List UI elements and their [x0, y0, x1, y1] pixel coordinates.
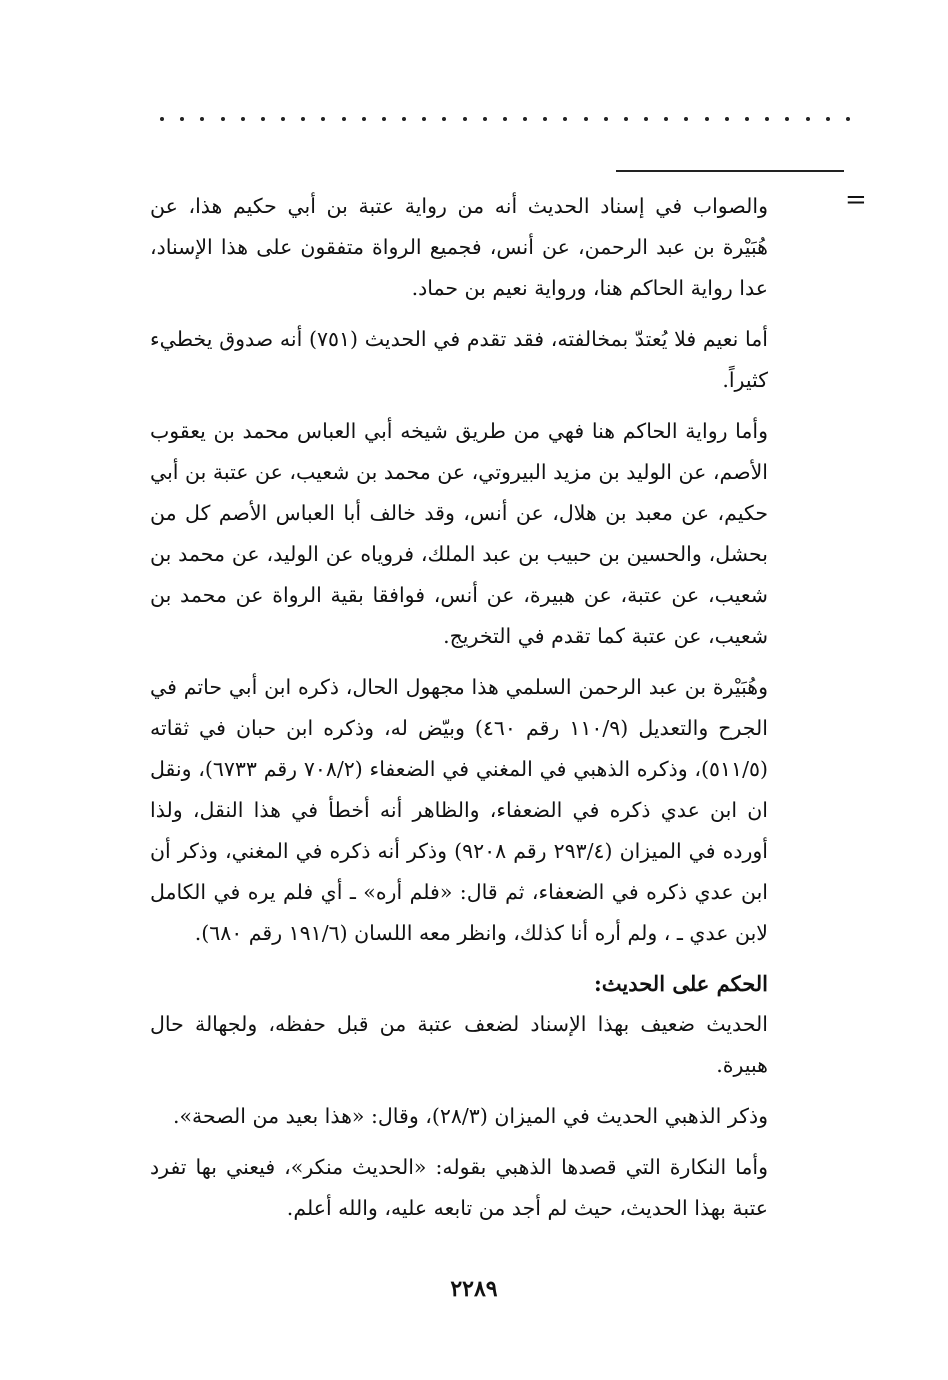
- footnote-separator-rule: [616, 170, 844, 172]
- paragraph-correct-isnad: والصواب في إسناد الحديث أنه من رواية عتبة بن أبي حكيم هذا، عن هُبَيْرة بن عبد الرحمن، عن أنس، فجميع الرواة متفقون على هذا الإسناد، عدا رواية الحاكم هنا، ورواية نعيم بن حماد.: [150, 194, 768, 300]
- paragraph-nakara: وأما النكارة التي قصدها الذهبي بقوله: «الحديث منكر»، فيعني بها تفرد عتبة بهذا الحديث، حيث لم أجد من تابعه عليه، والله أعلم.: [150, 1155, 768, 1220]
- paragraph-dhahabi-mizan: وذكر الذهبي الحديث في الميزان (٢٨/٣)، وقال: «هذا بعيد من الصحة».: [172, 1104, 768, 1128]
- paragraph-verdict: الحديث ضعيف بهذا الإسناد لضعف عتبة من قبل حفظه، ولجهالة حال هبيرة.: [150, 1012, 768, 1077]
- header-dot-leader: [160, 117, 850, 121]
- section-heading-verdict: الحكم على الحديث:: [594, 971, 768, 996]
- continuation-mark: =: [845, 185, 867, 215]
- page-number: ٢٢٨٩: [450, 1276, 498, 1302]
- paragraph-nuaym: أما نعيم فلا يُعتدّ بمخالفته، فقد تقدم في الحديث (٧٥١) أنه صدوق يخطيء كثيراً.: [150, 327, 768, 392]
- footnote-body: [150, 186, 768, 1239]
- paragraph-hakim-narration: وأما رواية الحاكم هنا فهي من طريق شيخه أبي العباس محمد بن يعقوب الأصم، عن الوليد بن مزيد البيروتي، عن محمد بن شعيب، عن عتبة بن أبي حكيم، عن معبد بن هلال، عن أنس، وقد خالف أبا العباس الأصم كل من بحشل، والحسين بن حبيب بن عبد الملك، فروياه عن الوليد، عن محمد بن شعيب، عن عتبة، عن هبيرة، عن أنس، فوافقا بقية الرواة عن محمد بن شعيب، عن عتبة كما تقدم في التخريج.: [150, 419, 768, 648]
- paragraph-hubayra: وهُبَيْرة بن عبد الرحمن السلمي هذا مجهول الحال، ذكره ابن أبي حاتم في الجرح والتعديل (١١٠/٩ رقم ٤٦٠) وبيّض له، وذكره ابن حبان في ثقاته (٥١١/٥)، وذكره الذهبي في المغني في الضعفاء (٧٠٨/٢ رقم ٦٧٣٣)، ونقل ان ابن عدي ذكره في الضعفاء، والظاهر أنه أخطأ في هذا النقل، ولذا أورده في الميزان (٢٩٣/٤ رقم ٩٢٠٨) وذكر أنه ذكره في المغني، وذكر أن ابن عدي ذكره في الضعفاء، ثم قال: «فلم أره» ـ أي فلم يره في الكامل لابن عدي ـ ، ولم أره أنا كذلك، وانظر معه اللسان (١٩١/٦ رقم ٦٨٠).: [150, 675, 768, 945]
